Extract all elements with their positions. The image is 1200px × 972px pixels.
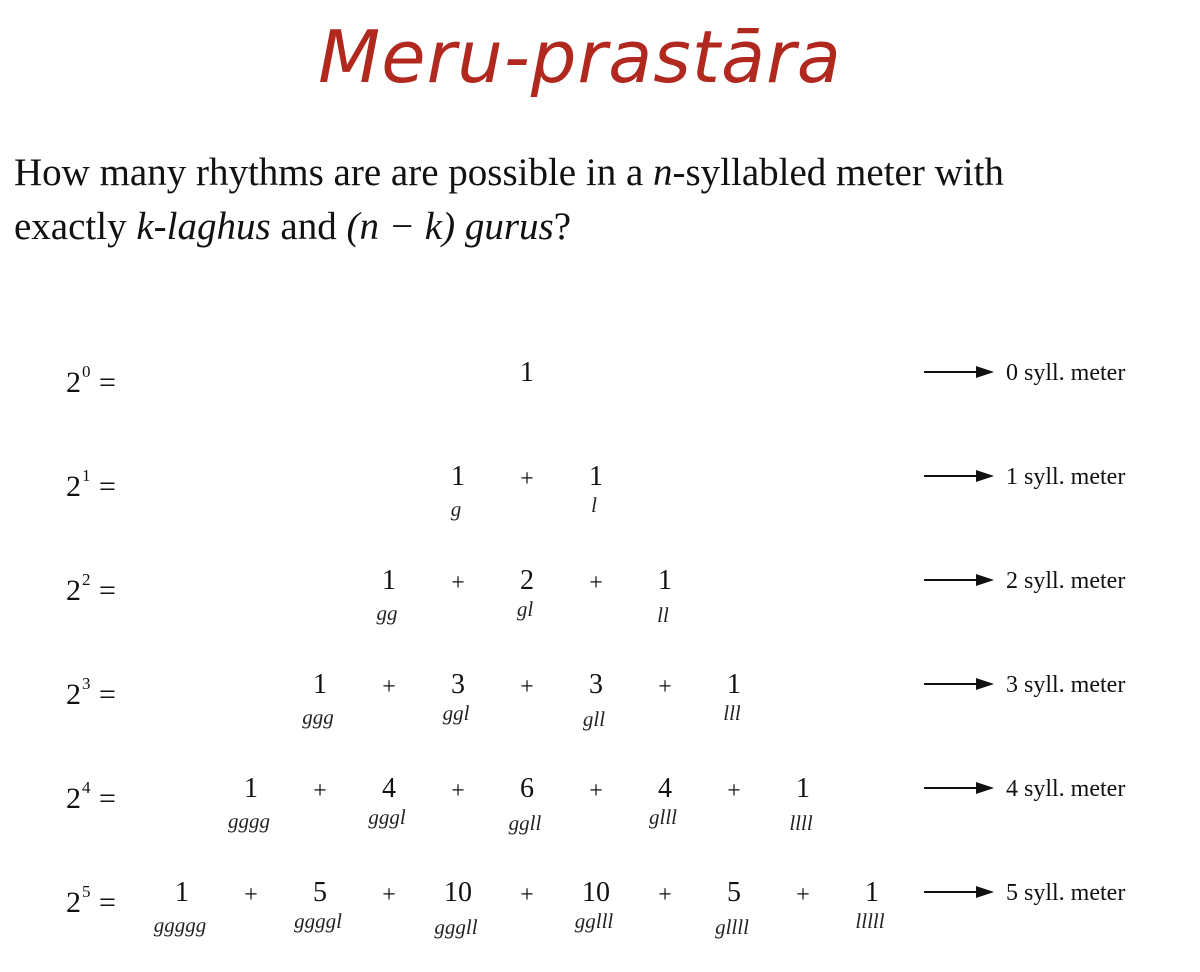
rhythm-pattern-label: ggggl (294, 909, 342, 933)
rhythm-pattern-label: ll (657, 603, 669, 627)
power-base: 2 (66, 782, 81, 815)
rhythm-pattern-label: ggll (508, 811, 542, 835)
power-of-two-label (66, 362, 116, 400)
arrow-shaft (924, 683, 978, 685)
rhythm-pattern-label: gggl (368, 805, 406, 829)
arrow-head (976, 782, 994, 794)
syllable-meter-label: 5 syll. meter (1006, 880, 1126, 906)
plus-sign: + (382, 882, 396, 908)
binomial-coefficient: 6 (520, 773, 534, 804)
rhythm-pattern-label: gggll (434, 915, 478, 939)
syllable-meter-label: 3 syll. meter (1006, 672, 1126, 698)
arrow-shaft (924, 787, 978, 789)
binomial-coefficient: 10 (582, 877, 610, 908)
right-arrow-icon (924, 884, 994, 900)
rhythm-pattern-label: gglll (574, 909, 614, 933)
binomial-coefficient: 1 (658, 565, 672, 596)
arrow-shaft (924, 371, 978, 373)
variable-n: n (653, 151, 673, 194)
power-of-two-label (66, 466, 116, 504)
binomial-coefficient: 1 (313, 669, 327, 700)
expression-n-minus-k: (n − k) (346, 205, 456, 248)
power-base: 2 (66, 366, 81, 399)
question-line1-start: How many rhythms are are possible in a (14, 151, 654, 194)
power-of-two-label (66, 882, 116, 920)
rhythm-pattern-label: glll (648, 805, 677, 829)
plus-sign: + (244, 882, 258, 908)
plus-sign: + (589, 570, 603, 596)
arrow-head (976, 470, 994, 482)
rhythm-pattern-label: ggggg (153, 913, 207, 937)
syllable-meter-label: 0 syll. meter (1006, 360, 1126, 386)
arrow-head (976, 574, 994, 586)
rhythm-pattern-label: lllll (855, 909, 885, 933)
equals-sign: = (91, 886, 116, 919)
arrow-shaft (924, 579, 978, 581)
page-title: Meru-prastāra (318, 15, 842, 99)
plus-sign: + (520, 466, 534, 492)
rhythm-pattern-label: gggg (228, 809, 270, 833)
arrow-head (976, 678, 994, 690)
rhythm-pattern-label: gg (376, 601, 398, 625)
power-exponent: 1 (82, 466, 91, 485)
plus-sign: + (382, 674, 396, 700)
power-base: 2 (66, 470, 81, 503)
binomial-coefficient: 1 (175, 877, 189, 908)
power-base: 2 (66, 678, 81, 711)
rhythm-pattern-label: lll (723, 701, 741, 725)
binomial-coefficient: 1 (796, 773, 810, 804)
right-arrow-icon (924, 780, 994, 796)
equals-sign: = (91, 470, 116, 503)
binomial-coefficient: 10 (444, 877, 472, 908)
binomial-coefficient: 1 (520, 357, 534, 388)
rhythm-pattern-label: llll (789, 811, 813, 835)
question-mark: ? (553, 205, 572, 248)
plus-sign: + (313, 778, 327, 804)
binomial-coefficient: 3 (589, 669, 603, 700)
plus-sign: + (796, 882, 810, 908)
plus-sign: + (451, 570, 465, 596)
rhythm-pattern-label: gllll (715, 915, 749, 939)
binomial-coefficient: 2 (520, 565, 534, 596)
plus-sign: + (589, 778, 603, 804)
binomial-coefficient: 1 (382, 565, 396, 596)
syllable-meter-label: 2 syll. meter (1006, 568, 1126, 594)
rhythm-pattern-label: gl (516, 597, 534, 621)
binomial-coefficient: 1 (865, 877, 879, 908)
question-text (14, 146, 1194, 254)
question-line2-start: exactly (14, 205, 137, 248)
power-base: 2 (66, 886, 81, 919)
plus-sign: + (520, 674, 534, 700)
plus-sign: + (658, 882, 672, 908)
binomial-coefficient: 1 (244, 773, 258, 804)
right-arrow-icon (924, 468, 994, 484)
plus-sign: + (658, 674, 672, 700)
equals-sign: = (91, 574, 116, 607)
power-of-two-label (66, 570, 116, 608)
equals-sign: = (91, 782, 116, 815)
binomial-coefficient: 4 (382, 773, 396, 804)
power-exponent: 2 (82, 570, 91, 589)
gurus-term: gurus (464, 205, 554, 248)
question-line1-end: -syllabled meter with (672, 151, 1004, 194)
question-line2-mid: and (270, 205, 347, 248)
syllable-meter-label: 4 syll. meter (1006, 776, 1126, 802)
right-arrow-icon (924, 572, 994, 588)
equals-sign: = (91, 366, 116, 399)
binomial-coefficient: 3 (451, 669, 465, 700)
power-of-two-label (66, 778, 116, 816)
right-arrow-icon (924, 364, 994, 380)
rhythm-pattern-label: l (591, 493, 597, 517)
binomial-coefficient: 1 (451, 461, 465, 492)
plus-sign: + (520, 882, 534, 908)
arrow-head (976, 366, 994, 378)
rhythm-pattern-label: ggl (442, 701, 470, 725)
power-exponent: 0 (82, 362, 91, 381)
plus-sign: + (451, 778, 465, 804)
binomial-coefficient: 5 (727, 877, 741, 908)
arrow-head (976, 886, 994, 898)
power-exponent: 3 (82, 674, 91, 693)
rhythm-pattern-label: g (450, 497, 462, 521)
rhythm-pattern-label: ggg (302, 705, 334, 729)
arrow-shaft (924, 891, 978, 893)
binomial-coefficient: 4 (658, 773, 672, 804)
power-base: 2 (66, 574, 81, 607)
power-exponent: 4 (82, 778, 91, 797)
laghus-term: -laghus (153, 205, 271, 248)
binomial-coefficient: 5 (313, 877, 327, 908)
binomial-coefficient: 1 (589, 461, 603, 492)
binomial-coefficient: 1 (727, 669, 741, 700)
equals-sign: = (91, 678, 116, 711)
power-exponent: 5 (82, 882, 91, 901)
arrow-shaft (924, 475, 978, 477)
syllable-meter-label: 1 syll. meter (1006, 464, 1126, 490)
variable-k: k (136, 205, 154, 248)
rhythm-pattern-label: gll (582, 707, 606, 731)
plus-sign: + (727, 778, 741, 804)
power-of-two-label (66, 674, 116, 712)
right-arrow-icon (924, 676, 994, 692)
